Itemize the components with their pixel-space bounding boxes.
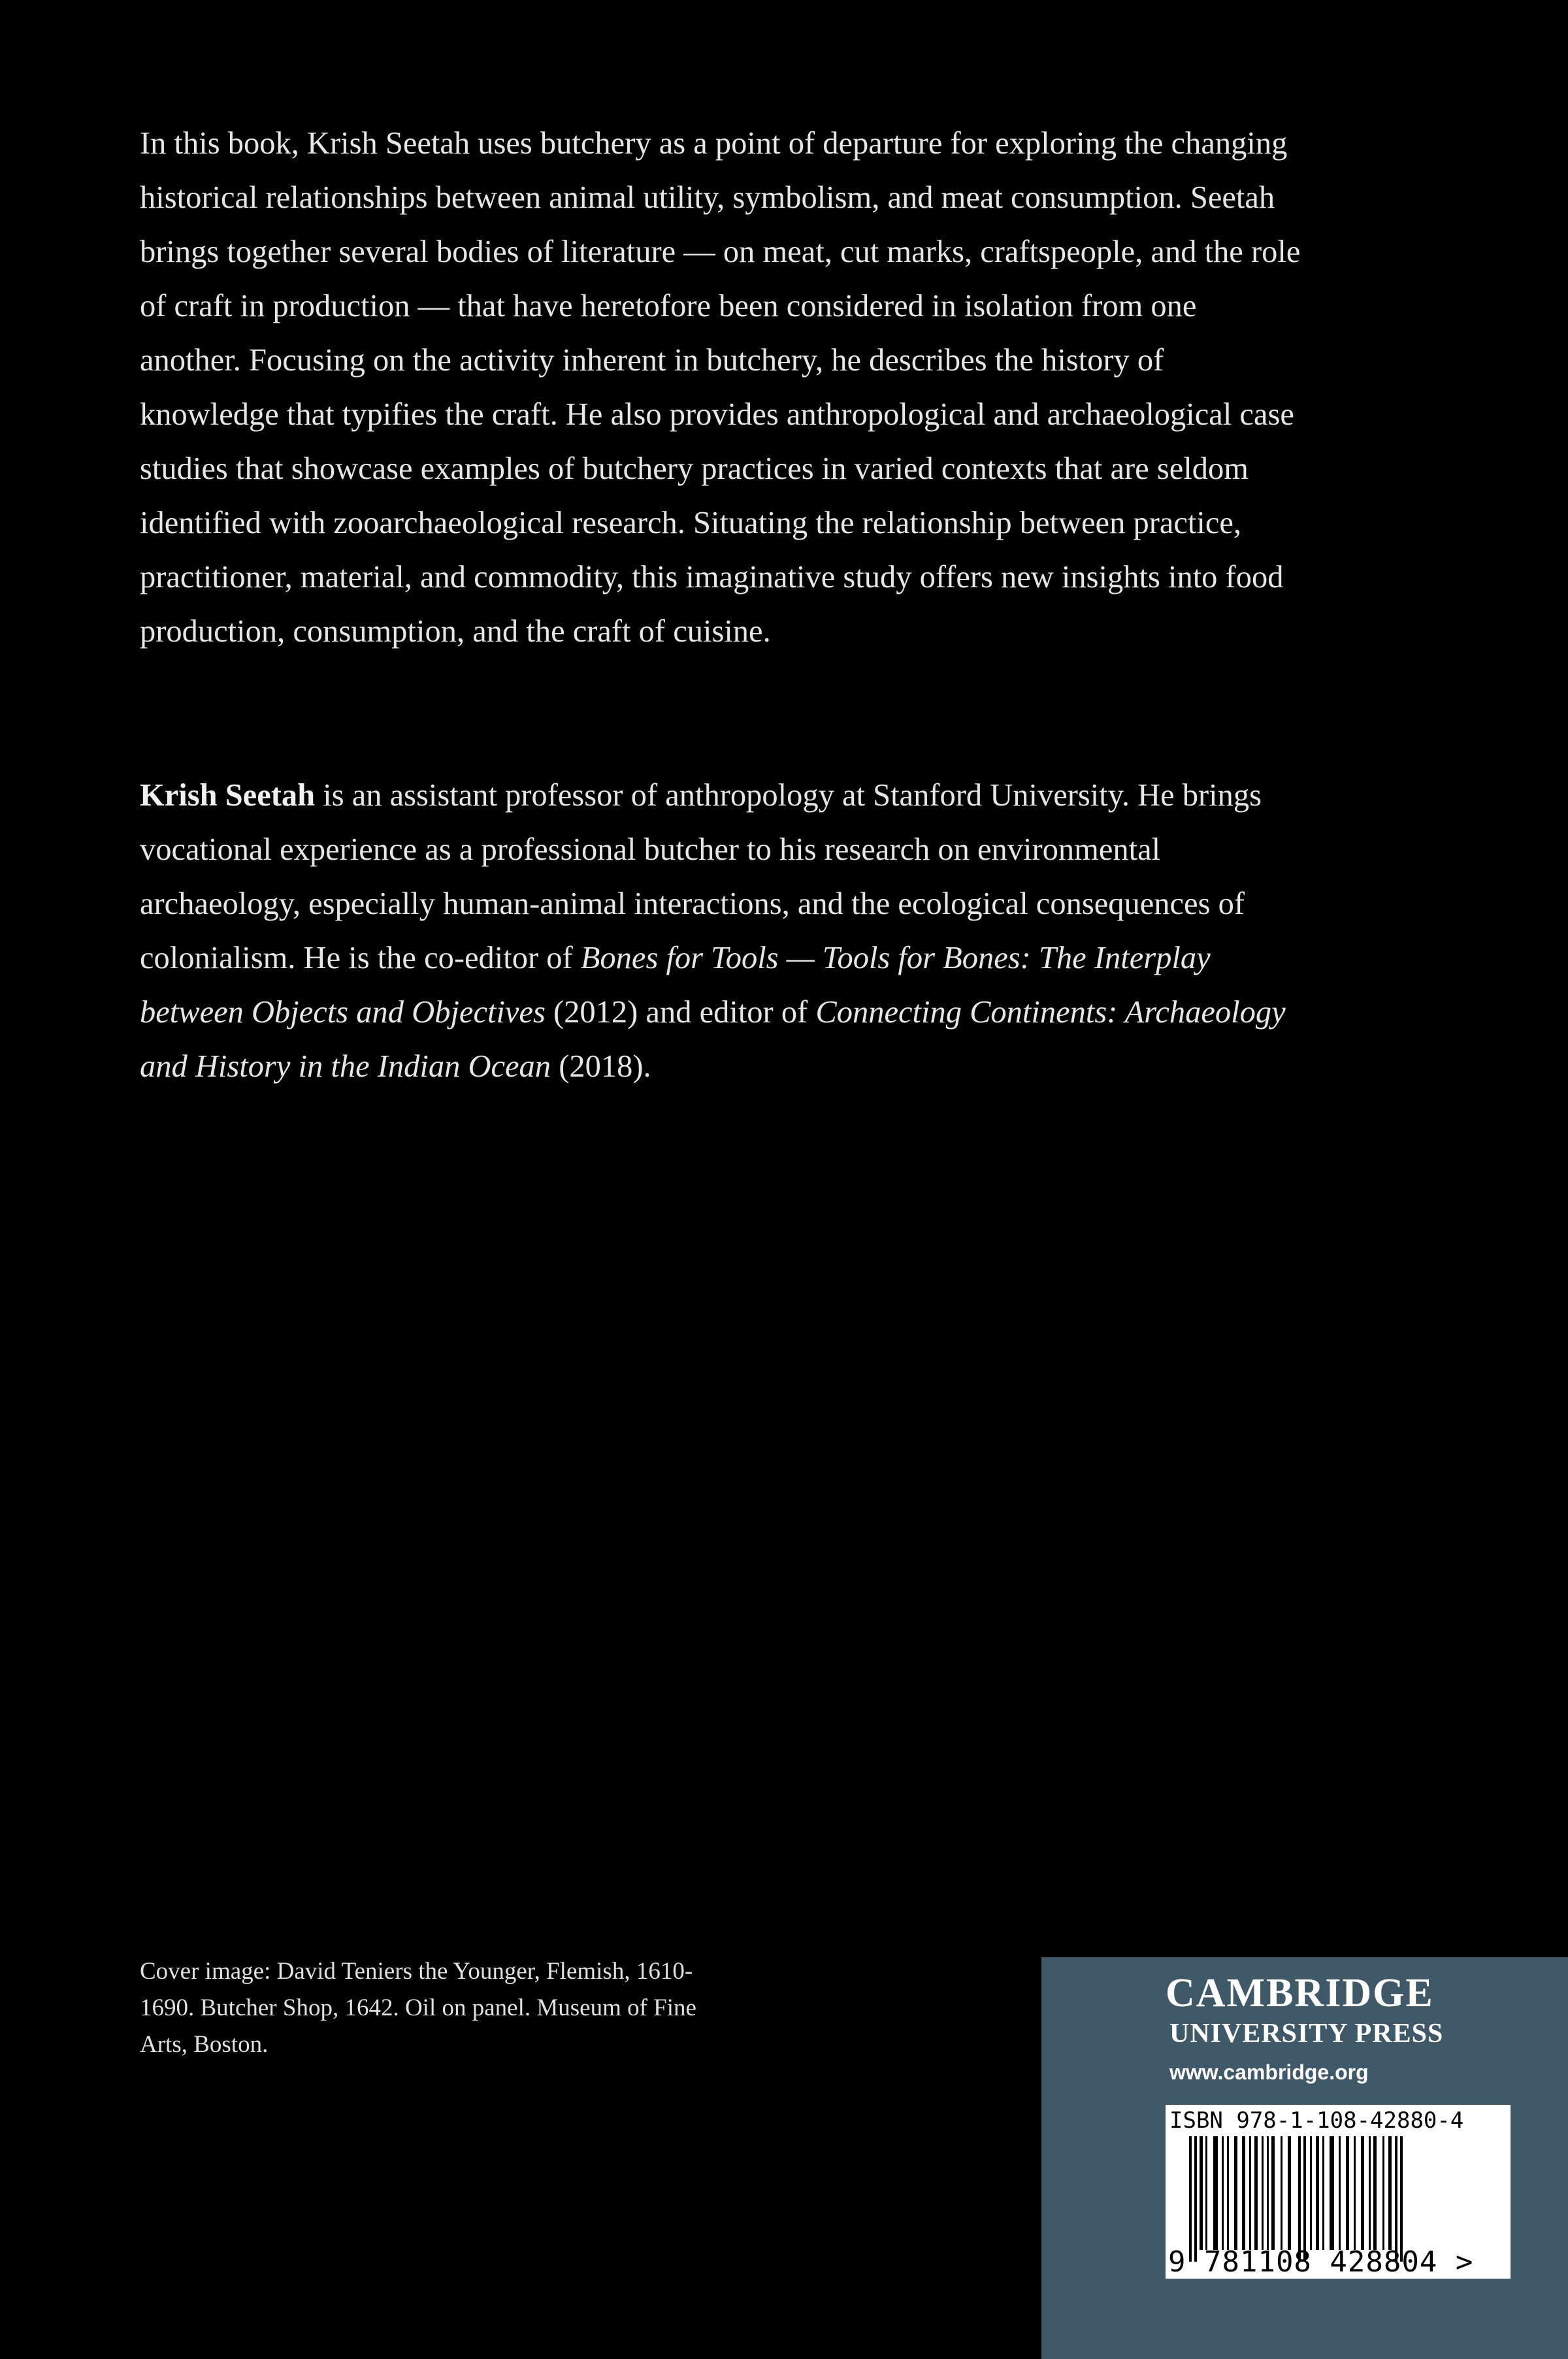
barcode-bar [1242,2136,1245,2250]
publisher-url: www.cambridge.org [1169,2060,1369,2084]
barcode-bar [1200,2136,1203,2250]
publisher-box [1041,1957,1568,2359]
barcode-bar [1388,2136,1392,2250]
barcode-bar [1361,2136,1364,2250]
book-title-2: Connecting Continents: Archaeology and History in the Indian Ocean [140,995,1286,1084]
publisher-subtitle: UNIVERSITY PRESS [1169,2019,1444,2049]
barcode-bar [1205,2136,1207,2250]
barcode-bar [1213,2136,1218,2250]
barcode-bar [1288,2136,1291,2250]
book-description [140,116,1303,659]
barcode-bar [1262,2136,1264,2250]
cover-image-credit [140,1953,728,2063]
bio-text-3: (2018). [551,1049,651,1084]
credit-text: Cover image: David Teniers the Younger, Flemish, 1610-1690. Butcher Shop, 1642. Oil on panel. Museum of Fine Arts, Boston. [140,1958,696,2058]
author-bio [140,768,1290,1094]
barcode-bar [1267,2136,1269,2250]
description-paragraph: In this book, Krish Seetah uses butchery as a point of departure for exploring the changing historical relationships between animal utility, symbolism, and meat consumption. Seetah brings together several bodies of literature — on meat, cut marks, craftspeople, and the role of craft in production — that have heretofore been considered in isolation from one another. Focusing on the activity inherent in butchery, he describes the history of knowledge that typifies the craft. He also provides anthropological and archaeological case studies that showcase examples of butchery practices in varied contexts that are seldom identified with zooarchaeological research. Situating the relationship between practice, practitioner, material, and commodity, this imaginative study offers new insights into food production, consumption, and the craft of cuisine. [140,126,1301,649]
barcode-bar [1194,2136,1197,2262]
barcode-bar [1303,2136,1306,2262]
barcode-bar [1346,2136,1349,2250]
barcode-bar [1339,2136,1341,2250]
barcode-bar [1382,2136,1384,2250]
barcode-bar [1322,2136,1324,2250]
barcode-bar [1281,2136,1282,2250]
barcode-bar [1354,2136,1356,2250]
barcode-bar [1234,2136,1237,2250]
barcode-bar [1271,2136,1275,2250]
bio-paragraph [140,768,1290,1094]
barcode-bar [1298,2136,1301,2262]
barcode-bar [1249,2136,1251,2250]
barcode-bar [1254,2136,1258,2250]
barcode-bar [1222,2136,1224,2250]
isbn-label: ISBN 978-1-108-42880-4 [1169,2107,1464,2134]
barcode-bar [1227,2136,1229,2250]
barcode-bar [1395,2136,1397,2262]
barcode-panel [1166,2105,1511,2279]
bio-text-2: (2012) and editor of [545,995,816,1030]
barcode-bar [1330,2136,1334,2250]
barcode-bar [1310,2136,1312,2250]
publisher-box-bottom [1166,2279,1511,2359]
barcode-digits: 9 781108 428804 > [1168,2245,1474,2279]
author-name: Krish Seetah [140,778,316,813]
barcode-bar [1189,2136,1192,2262]
barcode-bar [1316,2136,1319,2250]
bio-text-1: is an assistant professor of anthropology at Stanford University. He brings vocational experience as a professional butcher to his research on environmental archaeology, especially human-animal interactions, and the ecological consequences of colonialism. He is the co-editor of [140,778,1262,975]
publisher-name: CAMBRIDGE [1166,1971,1434,2015]
barcode-bar [1400,2136,1403,2262]
book-title-1: Bones for Tools — Tools for Bones: The Interplay between Objects and Objectives [140,941,1211,1030]
barcode-bar [1373,2136,1377,2250]
barcode-bar [1369,2136,1371,2250]
